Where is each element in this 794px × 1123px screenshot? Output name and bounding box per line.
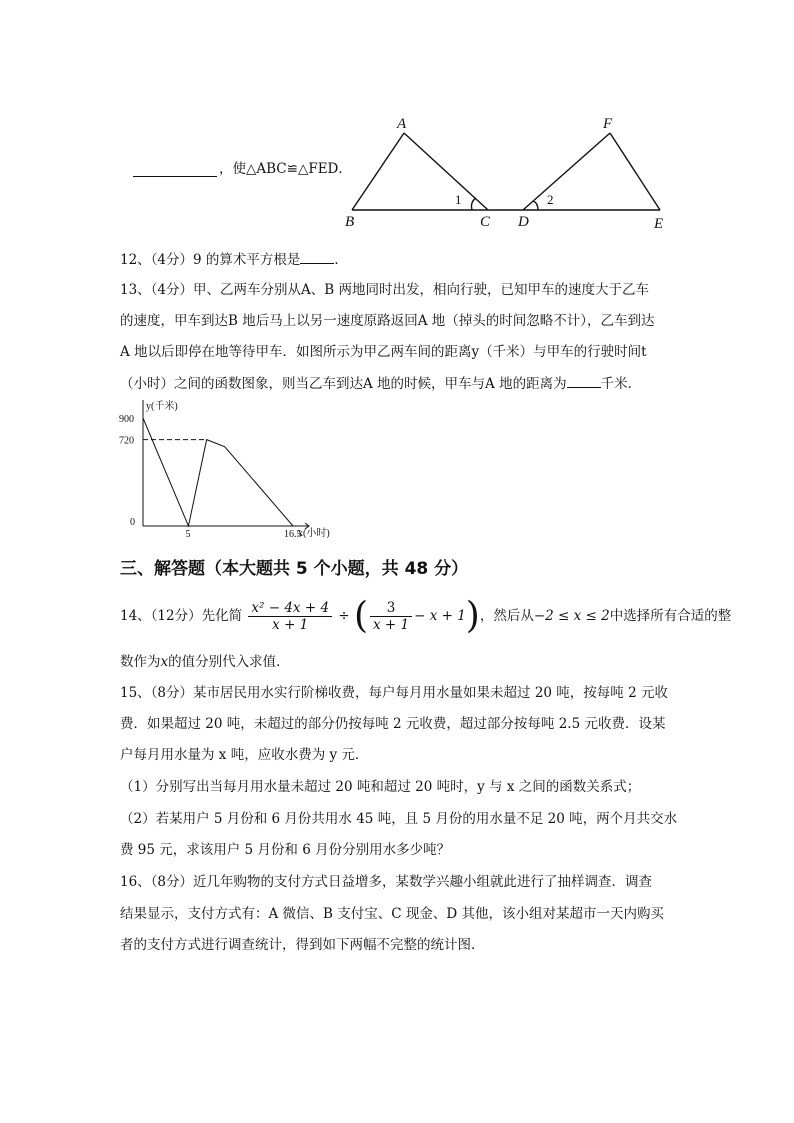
q15-line3: 户每月用水量为 x 吨，应收水费为 y 元． — [120, 747, 369, 763]
question-13-line1 — [120, 281, 649, 299]
label-f: F — [603, 116, 613, 132]
y-tick-0: 0 — [130, 517, 135, 528]
q16-line2: 结果显示，支付方式有：A 微信、B 支付宝、C 现金、D 其他，该小组对某超市一天内购买 — [120, 906, 664, 922]
q16-number: 16、 — [120, 874, 151, 890]
q14-range: −2 ≤ x ≤ 2 — [533, 608, 610, 624]
question-13-line4 — [120, 374, 641, 393]
y-axis-label: y(千米) — [146, 401, 178, 412]
q14-prefix: 先化简 — [201, 608, 243, 624]
q14-fraction-1-numerator: x² − 4x + 4 — [248, 600, 332, 617]
q13-number: 13、 — [120, 282, 151, 298]
q13-score: （4分） — [150, 282, 194, 298]
y-tick-900: 900 — [119, 414, 134, 425]
q12-tail: ． — [334, 252, 348, 268]
question-16-line1 — [120, 873, 652, 891]
answer-blank-q13[interactable] — [567, 374, 601, 388]
segment-ab — [352, 133, 404, 210]
q15-line2: 费．如果超过 20 吨，未超过的部分仍按每吨 2 元收费，超过部分按每吨 2.5 元收费．设某 — [120, 716, 666, 732]
q13-line1: 甲、乙两车分别从A、B 两地同时出发，相向行驶，已知甲车的速度大于乙车 — [193, 282, 649, 298]
q16-line1: 近几年购物的支付方式日益增多，某数学兴趣小组就此进行了抽样调查．调查 — [193, 874, 653, 890]
q12-text: 9 的算术平方根是 — [193, 252, 301, 268]
answer-blank-q11[interactable] — [133, 163, 217, 177]
q12-number: 12、 — [120, 252, 151, 268]
q15-sub2-line2: 费 95 元，求该用户 5 月份和 6 月份分别用水多少吨？ — [120, 842, 451, 858]
q14-right-paren: ) — [465, 595, 480, 637]
question-12 — [120, 250, 348, 269]
q14-score: （12分） — [150, 608, 202, 624]
q14-line2-b: 的值分别代入求值． — [168, 654, 290, 670]
angle-1-arc — [472, 198, 477, 210]
question-14-line1 — [120, 596, 731, 636]
distance-time-chart — [112, 396, 352, 540]
q13-line4-tail: 千米． — [600, 376, 642, 392]
q15-sub2-line1: （2）若某用户 5 月份和 6 月份共用水 45 吨，且 5 月份的用水量不足 20 吨，两个月共交水 — [120, 811, 678, 827]
q16-line3: 者的支付方式进行调查统计，得到如下两幅不完整的统计图． — [120, 937, 485, 953]
x-tick-5: 5 — [185, 529, 191, 540]
q15-sub1: （1）分别写出当每月用水量未超过 20 吨和超过 20 吨时，y 与 x 之间的函数关系式； — [120, 779, 641, 795]
label-angle-1: 1 — [455, 192, 462, 207]
distance-series-line — [143, 418, 293, 526]
question-15-line1 — [120, 684, 668, 702]
q16-score: （8分） — [150, 874, 194, 890]
q11-tail-text: ，使△ABC≌△FED． — [219, 161, 352, 177]
x-axis-label: x(小时) — [298, 528, 330, 539]
q14-fraction-2-numerator: 3 — [370, 600, 412, 617]
label-b: B — [345, 214, 355, 230]
q14-mid: ，然后从 — [479, 608, 534, 624]
segment-fe — [610, 133, 660, 210]
angle-2-arc — [533, 201, 538, 210]
q13-line4: （小时）之间的函数图象，则当乙车到达A 地的时候，甲车与A 地的距离为 — [120, 376, 567, 392]
q14-number: 14、 — [120, 608, 151, 624]
answer-blank-q12[interactable] — [300, 250, 334, 264]
q13-line2: 的速度，甲车到达B 地后马上以另一速度原路返回A 地（掉头的时间忽略不计），乙车到达 — [120, 313, 655, 329]
x-tick-16-5: 16.5 — [284, 529, 302, 540]
q14-fraction-1-denominator: x + 1 — [272, 617, 309, 633]
q12-score: （4分） — [150, 252, 194, 268]
congruent-triangles-figure — [340, 112, 680, 237]
q14-divide-sign: ÷ — [338, 608, 350, 624]
q14-suffix: 中选择所有合适的整 — [609, 608, 732, 624]
q15-line1: 某市居民用水实行阶梯收费，每户每月用水量如果未超过 20 吨，按每吨 2 元收 — [193, 685, 668, 701]
q14-line2-a: 数作为 — [120, 654, 161, 670]
label-d: D — [518, 214, 529, 230]
q13-line3: A 地以后即停在地等待甲车．如图所示为甲乙两车间的距离y（千米）与甲车的行驶时间t — [120, 344, 647, 360]
q14-paren-tail: − x + 1 — [414, 608, 466, 624]
label-a: A — [397, 116, 407, 132]
q15-score: （8分） — [150, 685, 194, 701]
q14-fraction-2-denominator: x + 1 — [372, 617, 410, 633]
label-e: E — [654, 216, 664, 232]
q14-line2-x: x — [160, 654, 169, 670]
section-3-title: 三、解答题（本大题共 5 个小题，共 48 分） — [120, 559, 469, 579]
label-angle-2: 2 — [547, 192, 554, 207]
q14-left-paren: ( — [353, 595, 368, 637]
q14-fraction-1 — [248, 600, 332, 633]
segment-df — [523, 133, 610, 210]
question-14-line2 — [120, 653, 290, 671]
y-tick-720: 720 — [119, 435, 134, 447]
q15-number: 15、 — [120, 685, 151, 701]
label-c: C — [480, 214, 491, 230]
q14-fraction-2 — [370, 600, 412, 633]
